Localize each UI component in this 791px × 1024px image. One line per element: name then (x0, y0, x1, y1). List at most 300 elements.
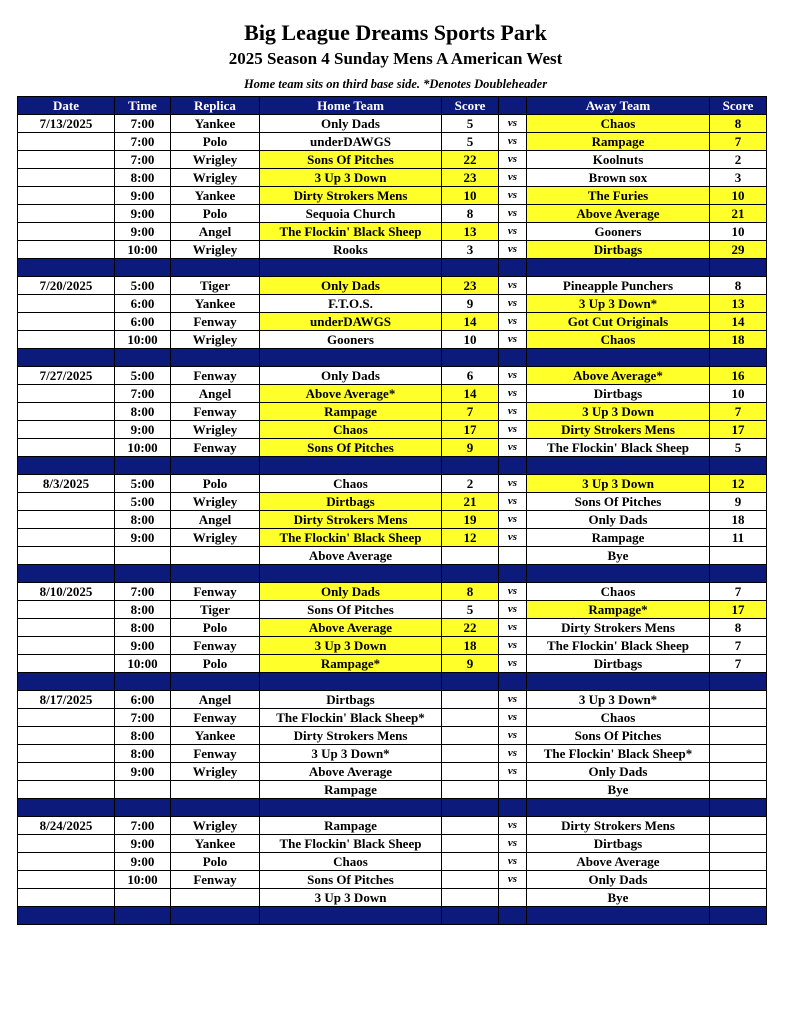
home-score: 23 (442, 277, 499, 295)
game-time: 10:00 (115, 241, 171, 259)
date (18, 151, 115, 169)
game-row (18, 133, 767, 151)
home-score: 2 (442, 475, 499, 493)
date (18, 889, 115, 907)
home-team: Sons Of Pitches (260, 871, 442, 889)
away-score: 7 (710, 655, 767, 673)
replica-field: Yankee (171, 727, 260, 745)
game-time: 7:00 (115, 385, 171, 403)
away-team: Sons Of Pitches (527, 727, 710, 745)
page-subtitle: 2025 Season 4 Sunday Mens A American West (228, 49, 563, 68)
home-score: 19 (442, 511, 499, 529)
away-team: The Flockin' Black Sheep* (527, 745, 710, 763)
vs-label: vs (499, 619, 527, 637)
game-time: 7:00 (115, 115, 171, 133)
week-separator (18, 673, 767, 691)
game-row (18, 529, 767, 547)
away-team: Only Dads (527, 871, 710, 889)
home-score: 23 (442, 169, 499, 187)
game-row (18, 637, 767, 655)
game-row (18, 619, 767, 637)
separator-cell (710, 457, 767, 475)
home-team: Chaos (260, 475, 442, 493)
week-separator (18, 565, 767, 583)
game-row (18, 511, 767, 529)
home-score: 18 (442, 637, 499, 655)
game-row (18, 205, 767, 223)
away-team: 3 Up 3 Down (527, 475, 710, 493)
date (18, 295, 115, 313)
col-header-home-team: Home Team (260, 97, 442, 115)
week-separator (18, 457, 767, 475)
date (18, 313, 115, 331)
vs-label: vs (499, 745, 527, 763)
separator-cell (710, 673, 767, 691)
game-row (18, 835, 767, 853)
separator-cell (442, 799, 499, 817)
separator-cell (499, 349, 527, 367)
home-score (442, 691, 499, 709)
home-team: The Flockin' Black Sheep (260, 529, 442, 547)
away-score: 29 (710, 241, 767, 259)
separator-cell (260, 673, 442, 691)
date: 8/24/2025 (18, 817, 115, 835)
date (18, 403, 115, 421)
away-team: Bye (527, 889, 710, 907)
away-score: 7 (710, 637, 767, 655)
game-time: 9:00 (115, 421, 171, 439)
separator-cell (710, 907, 767, 925)
home-score: 8 (442, 583, 499, 601)
home-score (442, 817, 499, 835)
away-score: 8 (710, 115, 767, 133)
away-team: Dirty Strokers Mens (527, 619, 710, 637)
home-score (442, 871, 499, 889)
date (18, 493, 115, 511)
game-row (18, 781, 767, 799)
away-score: 18 (710, 511, 767, 529)
replica-field: Tiger (171, 277, 260, 295)
game-time: 9:00 (115, 529, 171, 547)
game-row (18, 277, 767, 295)
replica-field: Polo (171, 475, 260, 493)
home-score: 9 (442, 439, 499, 457)
col-header-home-score: Score (442, 97, 499, 115)
vs-label: vs (499, 601, 527, 619)
home-team: Above Average (260, 547, 442, 565)
game-row (18, 853, 767, 871)
vs-label: vs (499, 655, 527, 673)
date (18, 331, 115, 349)
home-team: Sequoia Church (260, 205, 442, 223)
game-time: 9:00 (115, 205, 171, 223)
col-header-date: Date (18, 97, 115, 115)
separator-cell (171, 907, 260, 925)
game-time: 9:00 (115, 835, 171, 853)
separator-cell (18, 259, 115, 277)
separator-cell (527, 457, 710, 475)
replica-field: Fenway (171, 403, 260, 421)
week-separator (18, 907, 767, 925)
home-score: 5 (442, 115, 499, 133)
separator-cell (442, 349, 499, 367)
game-time: 7:00 (115, 151, 171, 169)
game-time: 5:00 (115, 493, 171, 511)
separator-cell (442, 565, 499, 583)
away-team: Bye (527, 781, 710, 799)
separator-cell (260, 259, 442, 277)
col-header-vs (499, 97, 527, 115)
game-row (18, 439, 767, 457)
date (18, 133, 115, 151)
vs-label: vs (499, 277, 527, 295)
date (18, 385, 115, 403)
away-team: Above Average (527, 853, 710, 871)
separator-cell (115, 349, 171, 367)
away-score (710, 781, 767, 799)
replica-field: Wrigley (171, 817, 260, 835)
date: 7/20/2025 (18, 277, 115, 295)
game-row (18, 871, 767, 889)
separator-cell (527, 565, 710, 583)
home-score (442, 889, 499, 907)
home-team: F.T.O.S. (260, 295, 442, 313)
away-team: Dirtbags (527, 835, 710, 853)
replica-field: Polo (171, 655, 260, 673)
vs-label: vs (499, 403, 527, 421)
away-team: 3 Up 3 Down* (527, 295, 710, 313)
date (18, 637, 115, 655)
date (18, 709, 115, 727)
home-team: Chaos (260, 853, 442, 871)
away-score: 10 (710, 223, 767, 241)
home-team: Gooners (260, 331, 442, 349)
replica-field: Fenway (171, 745, 260, 763)
home-team: Above Average (260, 763, 442, 781)
separator-cell (171, 565, 260, 583)
away-score: 3 (710, 169, 767, 187)
vs-label: vs (499, 187, 527, 205)
game-row (18, 727, 767, 745)
replica-field: Wrigley (171, 169, 260, 187)
game-row (18, 367, 767, 385)
replica-field: Wrigley (171, 493, 260, 511)
separator-cell (527, 349, 710, 367)
separator-cell (260, 457, 442, 475)
game-time: 6:00 (115, 691, 171, 709)
replica-field: Tiger (171, 601, 260, 619)
replica-field: Fenway (171, 439, 260, 457)
away-team: Koolnuts (527, 151, 710, 169)
away-team: Dirty Strokers Mens (527, 817, 710, 835)
away-team: Chaos (527, 331, 710, 349)
separator-cell (115, 259, 171, 277)
away-score: 7 (710, 403, 767, 421)
game-time: 10:00 (115, 871, 171, 889)
vs-label: vs (499, 313, 527, 331)
col-header-time: Time (115, 97, 171, 115)
separator-cell (527, 673, 710, 691)
replica-field: Fenway (171, 367, 260, 385)
separator-cell (499, 673, 527, 691)
away-score (710, 709, 767, 727)
home-team: The Flockin' Black Sheep (260, 223, 442, 241)
game-time: 8:00 (115, 727, 171, 745)
game-row (18, 709, 767, 727)
separator-cell (260, 349, 442, 367)
game-row (18, 583, 767, 601)
away-team: Only Dads (527, 763, 710, 781)
home-score: 14 (442, 385, 499, 403)
vs-label: vs (499, 331, 527, 349)
separator-cell (115, 457, 171, 475)
separator-cell (499, 259, 527, 277)
home-score: 3 (442, 241, 499, 259)
away-score (710, 727, 767, 745)
home-team: Only Dads (260, 583, 442, 601)
replica-field: Angel (171, 385, 260, 403)
separator-cell (18, 673, 115, 691)
game-row (18, 223, 767, 241)
home-team: Sons Of Pitches (260, 151, 442, 169)
game-row (18, 241, 767, 259)
home-score: 21 (442, 493, 499, 511)
vs-label: vs (499, 583, 527, 601)
home-team: Rampage* (260, 655, 442, 673)
vs-label: vs (499, 367, 527, 385)
away-score (710, 745, 767, 763)
separator-cell (171, 349, 260, 367)
game-row (18, 331, 767, 349)
vs-label: vs (499, 511, 527, 529)
separator-cell (171, 799, 260, 817)
away-team: Sons Of Pitches (527, 493, 710, 511)
game-time: 8:00 (115, 619, 171, 637)
home-team: Dirtbags (260, 691, 442, 709)
date: 7/13/2025 (18, 115, 115, 133)
replica-field: Fenway (171, 583, 260, 601)
game-time (115, 547, 171, 565)
date (18, 223, 115, 241)
separator-cell (527, 799, 710, 817)
game-time: 8:00 (115, 169, 171, 187)
away-team: 3 Up 3 Down* (527, 691, 710, 709)
col-header-away-team: Away Team (527, 97, 710, 115)
vs-label: vs (499, 709, 527, 727)
away-score: 21 (710, 205, 767, 223)
game-time: 9:00 (115, 763, 171, 781)
home-team: underDAWGS (260, 313, 442, 331)
home-team: The Flockin' Black Sheep (260, 835, 442, 853)
game-time: 8:00 (115, 403, 171, 421)
game-row (18, 475, 767, 493)
replica-field: Fenway (171, 637, 260, 655)
game-row (18, 169, 767, 187)
vs-label: vs (499, 835, 527, 853)
home-score: 9 (442, 295, 499, 313)
separator-cell (442, 457, 499, 475)
game-time: 10:00 (115, 331, 171, 349)
replica-field: Fenway (171, 313, 260, 331)
away-score (710, 817, 767, 835)
week-separator (18, 259, 767, 277)
home-team: Above Average* (260, 385, 442, 403)
date (18, 745, 115, 763)
separator-cell (442, 259, 499, 277)
away-team: Above Average (527, 205, 710, 223)
away-team: The Flockin' Black Sheep (527, 637, 710, 655)
replica-field: Polo (171, 205, 260, 223)
separator-cell (115, 565, 171, 583)
replica-field: Angel (171, 223, 260, 241)
schedule-note: Home team sits on third base side. *Denotes Doubleheader (243, 77, 548, 91)
vs-label: vs (499, 223, 527, 241)
week-separator (18, 799, 767, 817)
date (18, 511, 115, 529)
home-score: 14 (442, 313, 499, 331)
replica-field: Wrigley (171, 331, 260, 349)
away-team: The Flockin' Black Sheep (527, 439, 710, 457)
replica-field: Wrigley (171, 241, 260, 259)
game-time: 8:00 (115, 745, 171, 763)
away-score: 2 (710, 151, 767, 169)
separator-cell (115, 799, 171, 817)
separator-cell (18, 907, 115, 925)
week-separator (18, 349, 767, 367)
game-time: 8:00 (115, 601, 171, 619)
replica-field: Fenway (171, 871, 260, 889)
date (18, 169, 115, 187)
game-time: 7:00 (115, 133, 171, 151)
separator-cell (18, 565, 115, 583)
away-score (710, 691, 767, 709)
game-row (18, 187, 767, 205)
schedule-table (17, 96, 767, 925)
separator-cell (171, 457, 260, 475)
date: 8/17/2025 (18, 691, 115, 709)
away-team: Pineapple Punchers (527, 277, 710, 295)
home-score: 10 (442, 331, 499, 349)
away-team: Chaos (527, 709, 710, 727)
date (18, 871, 115, 889)
vs-label: vs (499, 871, 527, 889)
vs-label: vs (499, 439, 527, 457)
home-team: Only Dads (260, 277, 442, 295)
separator-cell (710, 565, 767, 583)
vs-label: vs (499, 133, 527, 151)
vs-label: vs (499, 115, 527, 133)
vs-label: vs (499, 151, 527, 169)
home-score (442, 745, 499, 763)
date (18, 781, 115, 799)
separator-cell (260, 799, 442, 817)
away-team: Brown sox (527, 169, 710, 187)
away-score: 10 (710, 187, 767, 205)
replica-field: Yankee (171, 295, 260, 313)
vs-label: vs (499, 475, 527, 493)
replica-field: Yankee (171, 187, 260, 205)
page-title: Big League Dreams Sports Park (244, 20, 547, 45)
game-time: 9:00 (115, 853, 171, 871)
vs-label: vs (499, 385, 527, 403)
game-row (18, 115, 767, 133)
home-score: 5 (442, 133, 499, 151)
home-team: 3 Up 3 Down (260, 637, 442, 655)
home-team: 3 Up 3 Down (260, 169, 442, 187)
game-time: 8:00 (115, 511, 171, 529)
vs-label: vs (499, 853, 527, 871)
col-header-replica: Replica (171, 97, 260, 115)
date (18, 439, 115, 457)
date: 8/10/2025 (18, 583, 115, 601)
away-score: 14 (710, 313, 767, 331)
home-score: 5 (442, 601, 499, 619)
away-score: 9 (710, 493, 767, 511)
away-team: 3 Up 3 Down (527, 403, 710, 421)
game-time: 9:00 (115, 637, 171, 655)
game-row (18, 763, 767, 781)
game-time: 7:00 (115, 583, 171, 601)
home-team: Dirty Strokers Mens (260, 511, 442, 529)
game-row (18, 691, 767, 709)
game-time: 5:00 (115, 475, 171, 493)
away-team: Rampage* (527, 601, 710, 619)
date (18, 529, 115, 547)
date (18, 241, 115, 259)
separator-cell (18, 349, 115, 367)
game-time: 5:00 (115, 367, 171, 385)
game-row (18, 421, 767, 439)
home-team: Above Average (260, 619, 442, 637)
home-team: Rampage (260, 781, 442, 799)
away-score (710, 853, 767, 871)
date (18, 655, 115, 673)
home-score (442, 835, 499, 853)
away-team: Gooners (527, 223, 710, 241)
away-score: 7 (710, 583, 767, 601)
home-team: underDAWGS (260, 133, 442, 151)
vs-label: vs (499, 493, 527, 511)
schedule-body (18, 115, 767, 925)
home-team: Rooks (260, 241, 442, 259)
away-score (710, 871, 767, 889)
date (18, 763, 115, 781)
home-team: The Flockin' Black Sheep* (260, 709, 442, 727)
game-time: 7:00 (115, 709, 171, 727)
away-score: 8 (710, 619, 767, 637)
vs-label: vs (499, 817, 527, 835)
home-team: Dirty Strokers Mens (260, 727, 442, 745)
home-team: Rampage (260, 817, 442, 835)
separator-cell (710, 799, 767, 817)
away-score: 17 (710, 601, 767, 619)
game-row (18, 295, 767, 313)
game-time: 6:00 (115, 313, 171, 331)
home-score: 13 (442, 223, 499, 241)
replica-field (171, 889, 260, 907)
date (18, 727, 115, 745)
home-team: Sons Of Pitches (260, 439, 442, 457)
away-team: Rampage (527, 529, 710, 547)
home-team: Rampage (260, 403, 442, 421)
replica-field: Yankee (171, 835, 260, 853)
game-row (18, 745, 767, 763)
separator-cell (442, 907, 499, 925)
separator-cell (527, 259, 710, 277)
separator-cell (527, 907, 710, 925)
col-header-away-score: Score (710, 97, 767, 115)
away-score: 10 (710, 385, 767, 403)
